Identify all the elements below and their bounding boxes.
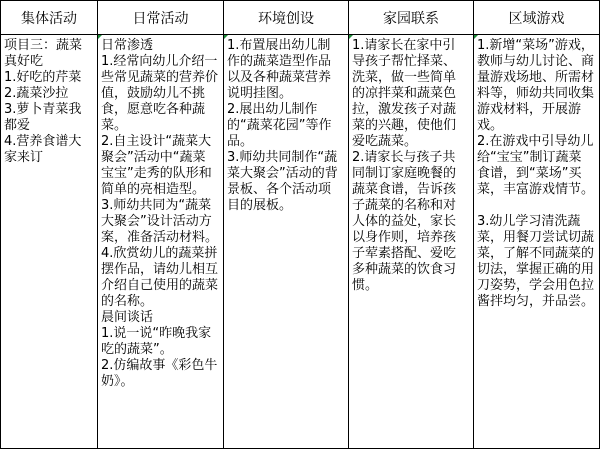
cell-home-school bbox=[349, 35, 474, 449]
cell-collective-activity bbox=[1, 35, 98, 449]
header-row bbox=[1, 1, 600, 35]
cell-text-line: 2.在游戏中引导幼儿给“宝宝”制订蔬菜食谱，到“菜场”买菜，丰富游戏情节。 bbox=[477, 134, 595, 197]
blank-line bbox=[477, 198, 594, 214]
header-environment: 环境创设 bbox=[224, 1, 349, 35]
header-daily-activity: 日常活动 bbox=[98, 1, 224, 35]
cell-text-line: 1.说一说“昨晚我家吃的蔬菜”。 bbox=[101, 326, 212, 357]
cell-corner-marker bbox=[98, 35, 102, 39]
cell-corner-marker bbox=[224, 35, 228, 39]
cell-text-line: 2.请家长与孩子共同制订家庭晚餐的蔬菜食谱，告诉孩子蔬菜的名称和对人体的益处，家长以身作则，培养孩子荤素搭配、爱吃多种蔬菜的饮食习惯。 bbox=[352, 150, 457, 293]
header-collective-activity: 集体活动 bbox=[1, 1, 98, 35]
cell-text-line: 3.幼儿学习清洗蔬菜，用餐刀尝试切蔬菜，了解不同蔬菜的切法，掌握正确的用刀姿势，学会用色拉酱拌均匀，并品尝。 bbox=[477, 214, 595, 309]
cell-text-line: 2.自主设计“蔬菜大聚会”活动中“蔬菜宝宝”走秀的队形和简单的亮相造型。 bbox=[101, 134, 212, 197]
cell-text-line: 4.欣赏幼儿的蔬菜拼摆作品，请幼儿相互介绍自己使用的蔬菜的名称。 bbox=[101, 246, 219, 309]
cell-text-line: 1.请家长在家中引导孩子帮忙择菜、洗菜，做一些简单的凉拌菜和蔬菜色拉，激发孩子对蔬菜的兴趣，使他们爱吃蔬菜。 bbox=[352, 38, 457, 149]
header-area-games: 区域游戏 bbox=[474, 1, 600, 35]
cell-text-line: 晨间谈话 bbox=[101, 310, 154, 325]
cell-text-line: 2.展出幼儿制作的“蔬菜花园”等作品。 bbox=[227, 102, 332, 149]
cell-text-line: 2.蔬菜沙拉 bbox=[4, 86, 69, 101]
cell-text-line: 1.新增“菜场”游戏，教师与幼儿讨论、商量游戏场地、所需材料等，师幼共同收集游戏材料，开展游戏。 bbox=[477, 38, 595, 133]
content-row bbox=[1, 35, 600, 449]
cell-text-line: 1.好吃的芹菜 bbox=[4, 70, 82, 85]
cell-daily-activity bbox=[98, 35, 224, 449]
cell-text-line: 日常渗透 bbox=[101, 38, 154, 53]
cell-text-line: 项目三：蔬菜真好吃 bbox=[4, 38, 83, 69]
cell-text-line: 2.仿编故事《彩色牛奶》。 bbox=[101, 358, 218, 389]
cell-text-line: 4.营养食谱大家来订 bbox=[4, 134, 82, 165]
cell-text-line: 3.萝卜青菜我都爱 bbox=[4, 102, 82, 133]
cell-text-line: 3.师幼共同为“蔬菜大聚会”设计活动方案，准备活动材料。 bbox=[101, 198, 219, 245]
cell-area-games bbox=[474, 35, 600, 449]
cell-corner-marker bbox=[474, 35, 478, 39]
cell-text-line: 1.布置展出幼儿制作的蔬菜造型作品以及各种蔬菜营养说明挂图。 bbox=[227, 38, 332, 101]
cell-text-line: 1.经常向幼儿介绍一些常见蔬菜的营养价值，鼓励幼儿不挑食，愿意吃各种蔬菜。 bbox=[101, 54, 219, 133]
cell-environment bbox=[224, 35, 349, 449]
header-home-school: 家园联系 bbox=[349, 1, 474, 35]
cell-corner-marker bbox=[349, 35, 353, 39]
cell-text-line: 3.师幼共同制作“蔬菜大聚会”活动的背景板、各个活动项目的展板。 bbox=[227, 150, 338, 213]
